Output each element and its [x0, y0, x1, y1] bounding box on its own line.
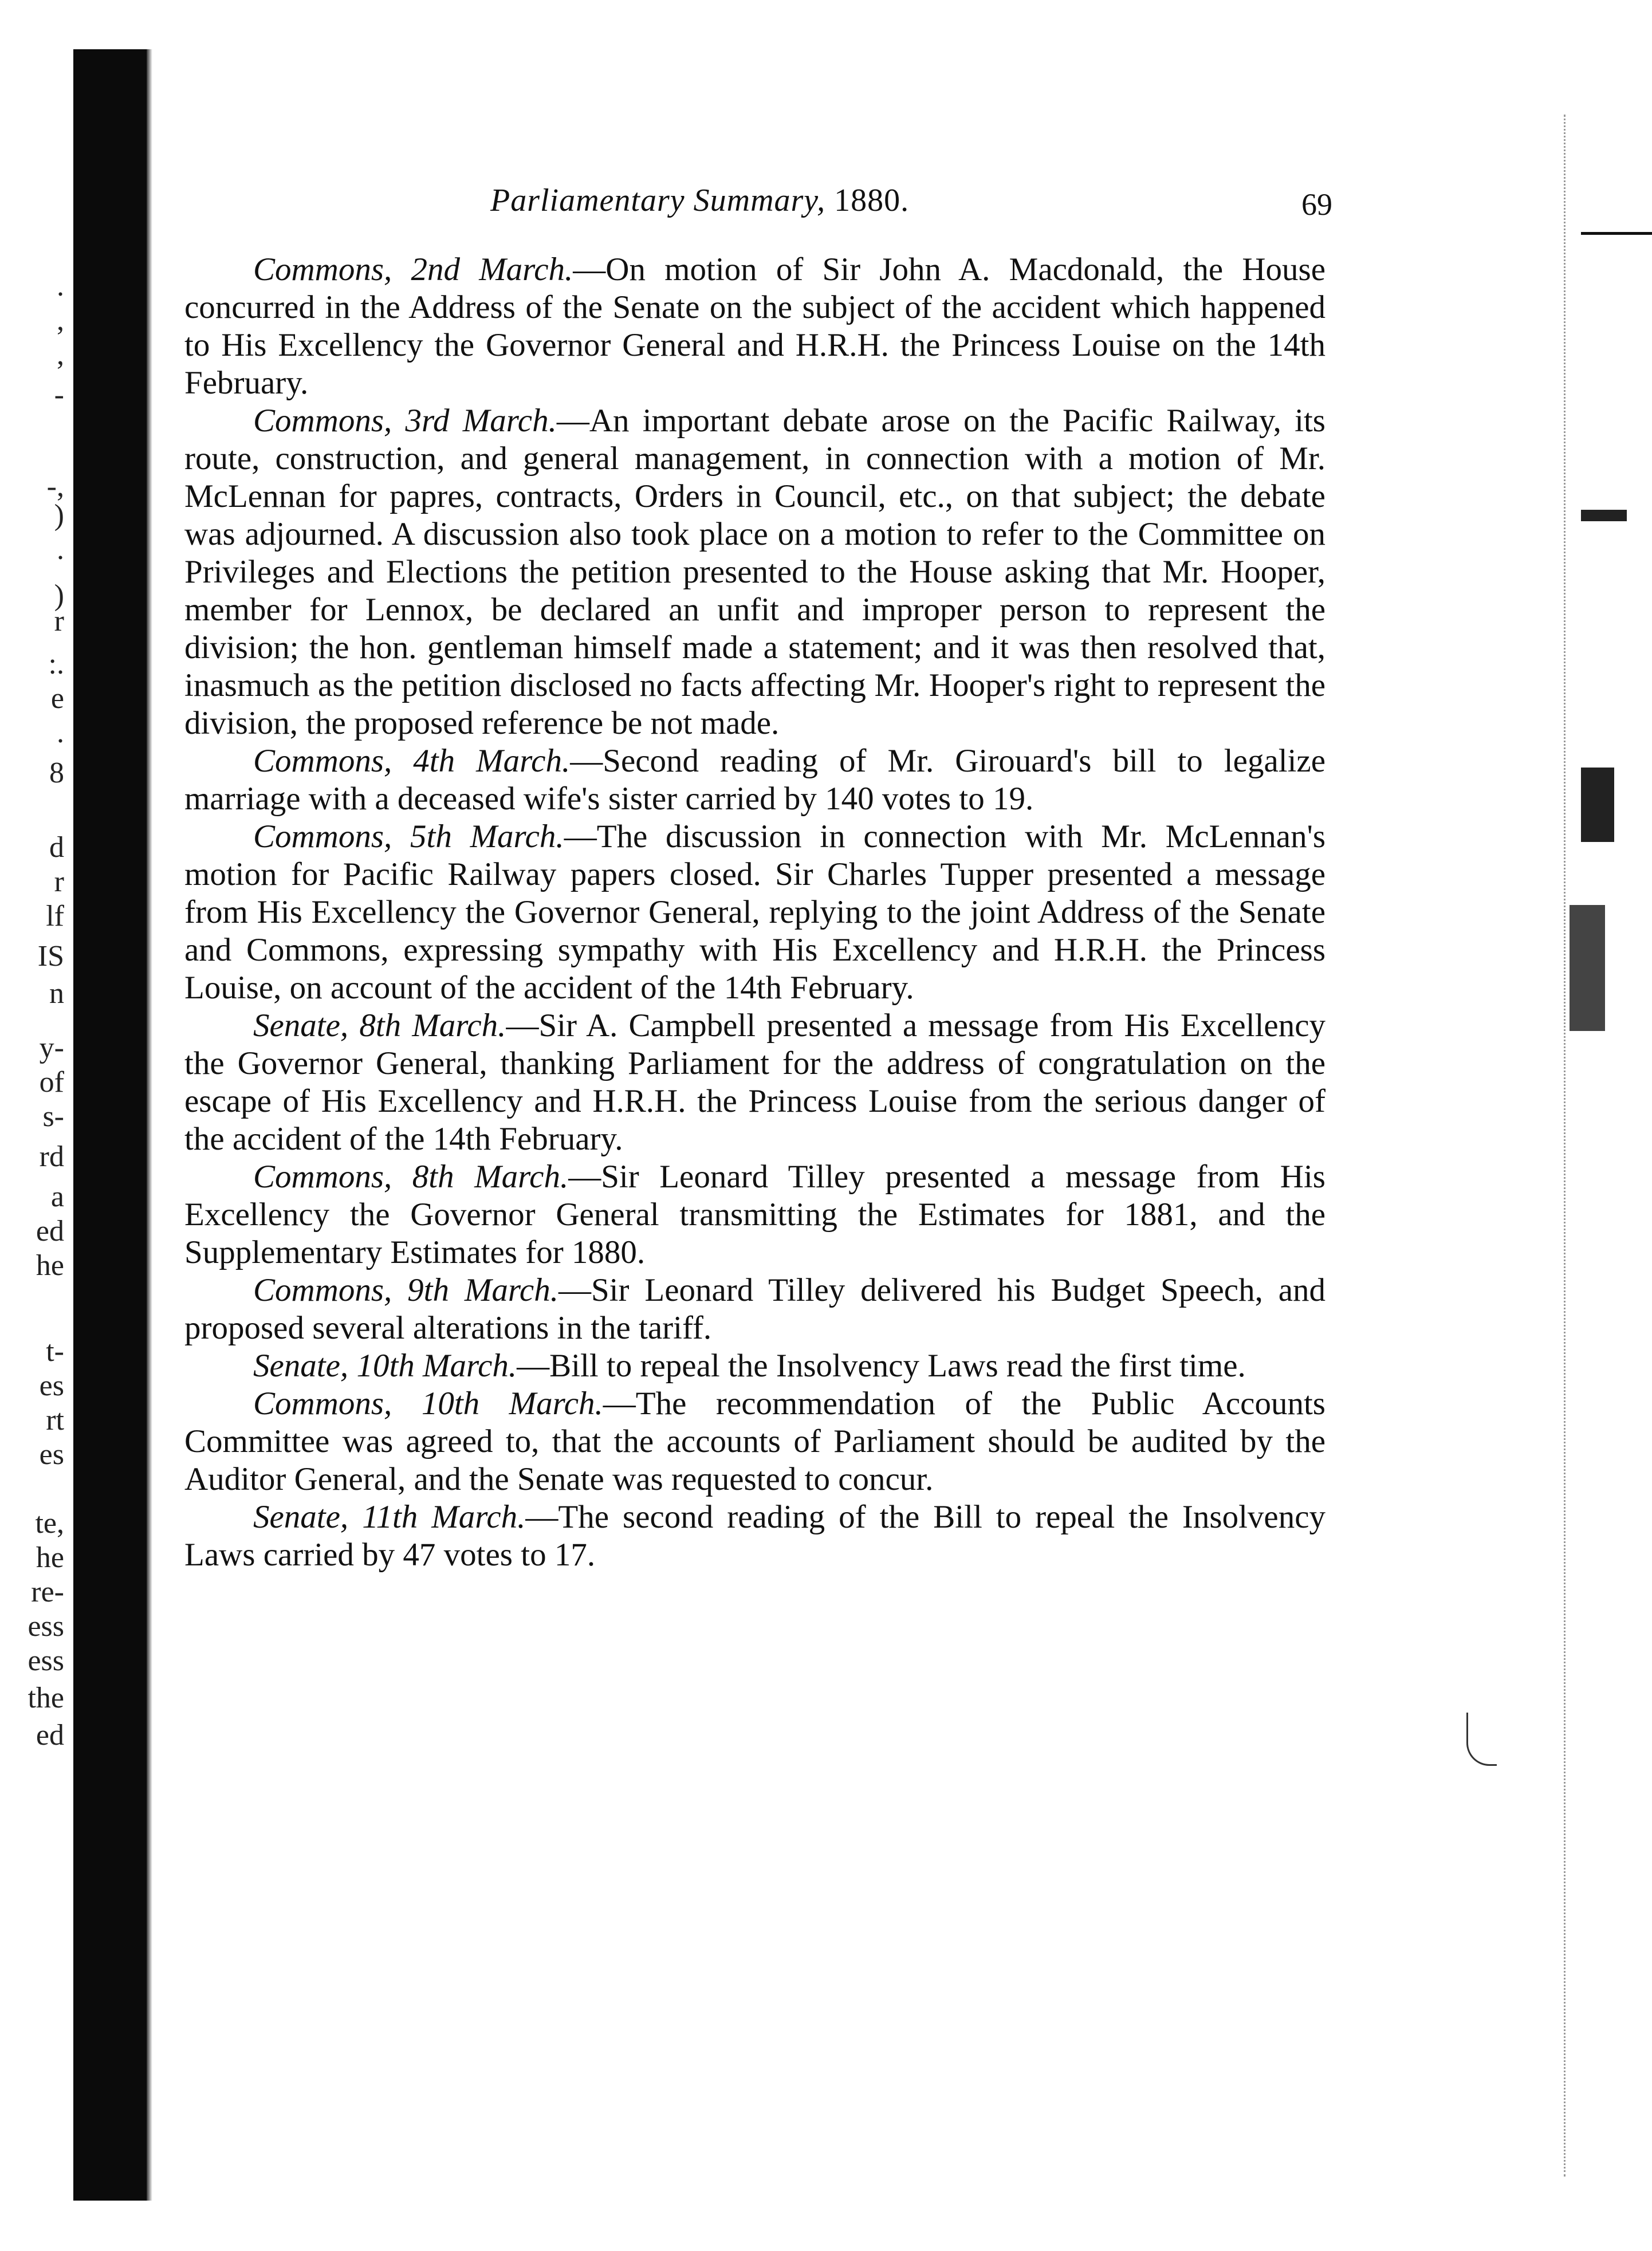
summary-entry	[184, 1385, 1325, 1498]
entry-date: 2nd March.	[411, 251, 573, 288]
bleed-fragment: he	[36, 1249, 64, 1282]
entry-date: 10th March.	[421, 1386, 603, 1422]
page-number: 69	[1301, 187, 1332, 222]
running-year: 1880.	[834, 183, 910, 218]
entry-house: Senate,	[253, 1348, 349, 1384]
entry-date: 3rd March.	[405, 403, 557, 439]
entry-text: —Bill to repeal the Insolvency Laws read the first time.	[517, 1348, 1246, 1384]
bleed-fragment: -	[54, 379, 64, 411]
summary-entry	[184, 1272, 1325, 1347]
entry-text: —Sir Leonard Tilley delivered his Budget Speech, and proposed several alterations in the tariff.	[184, 1272, 1326, 1346]
bleed-fragment: r	[54, 865, 64, 898]
scan-smudge	[1581, 768, 1614, 842]
page-edge	[1564, 115, 1571, 2177]
summary-entry	[184, 818, 1325, 1007]
bleed-fragment: ,	[57, 339, 64, 371]
running-title: Parliamentary Summary, 1880.	[490, 183, 910, 218]
scan-smudge	[1581, 510, 1627, 521]
entry-house: Commons,	[253, 1159, 392, 1195]
entry-date: 8th March.	[412, 1159, 569, 1195]
summary-entry	[184, 1347, 1325, 1385]
entry-date: 10th March.	[356, 1348, 517, 1384]
bleed-fragment: rt	[46, 1404, 64, 1437]
bleed-fragment: -,	[46, 470, 64, 503]
bleed-fragment: .	[57, 270, 64, 302]
entry-text: —Second reading of Mr. Girouard's bill to legalize marriage with a deceased wife's sister carried by 140 votes to 19.	[184, 743, 1326, 817]
entry-house: Commons,	[253, 743, 392, 779]
bleed-fragment: the	[27, 1682, 64, 1714]
entry-house: Commons,	[253, 251, 392, 288]
bleed-fragment: n	[49, 977, 64, 1010]
entry-date: 11th March.	[362, 1499, 526, 1535]
bleed-fragment: )	[54, 499, 64, 532]
entry-house: Commons,	[253, 1386, 392, 1422]
bleed-fragment: t-	[46, 1335, 64, 1368]
bleed-fragment: te,	[35, 1507, 64, 1540]
bleed-fragment: :.	[48, 648, 64, 680]
binding-edge	[147, 49, 152, 2201]
summary-entry	[184, 742, 1325, 818]
bleed-fragment: of	[39, 1066, 64, 1099]
bleed-fragment: es	[39, 1370, 64, 1402]
bleed-fragment: .	[57, 533, 64, 566]
summary-entry	[184, 402, 1325, 742]
summary-entry	[184, 1498, 1325, 1574]
entry-text: —The second reading of the Bill to repeal the Insolvency Laws carried by 47 votes to 17.	[184, 1499, 1326, 1573]
bleed-fragment: es	[39, 1438, 64, 1471]
bleed-fragment: a	[50, 1180, 64, 1213]
entry-date: 4th March.	[413, 743, 571, 779]
bleed-fragment: rd	[39, 1140, 64, 1173]
summary-entry	[184, 251, 1325, 402]
bleed-fragment: y-	[39, 1032, 64, 1064]
bleed-fragment: r	[54, 605, 64, 637]
entry-house: Commons,	[253, 818, 392, 855]
bleed-fragment: 8	[49, 757, 64, 789]
entry-date: 8th March.	[359, 1008, 506, 1044]
bleed-fragment: lf	[46, 900, 64, 932]
entry-date: 5th March.	[410, 818, 564, 855]
bleed-fragment: d	[49, 831, 64, 864]
summary-body	[184, 251, 1325, 1574]
bleed-fragment: ed	[36, 1215, 64, 1248]
bleed-fragment: IS	[37, 940, 64, 973]
summary-entry	[184, 1158, 1325, 1272]
entry-house: Commons,	[253, 1272, 392, 1308]
entry-text: —Sir Leonard Tilley presented a message from His Excellency the Governor General transmitting the Estimates for 1881, and the Supplementary Estimates for 1880.	[184, 1159, 1325, 1270]
entry-text: —The discussion in connection with Mr. McLennan's motion for Pacific Railway papers closed. Sir Charles Tupper presented a message from His Excellency the Governor General, replying to the joint Address of the Senate and Commons, expressing sympathy with His Excellency and H.R.H. the Princess Louise, on account of the accident of the 14th February.	[184, 818, 1326, 1006]
binding-shadow	[73, 49, 147, 2201]
edge-rule	[1581, 232, 1652, 235]
scan-smudge	[1570, 905, 1605, 1031]
bleed-fragment: re-	[31, 1576, 64, 1608]
entry-text: —On motion of Sir John A. Macdonald, the House concurred in the Address of the Senate on the subject of the accident which happened to His Excellency the Governor General and H.R.H. the Princess Louise on the 14th February.	[184, 251, 1325, 401]
bleed-fragment: )	[54, 579, 64, 612]
entry-house: Commons,	[253, 403, 392, 439]
entry-date: 9th March.	[407, 1272, 558, 1308]
bleed-fragment: ess	[27, 1644, 64, 1677]
facing-page-bleed	[0, 0, 69, 2251]
entry-text: —The recommendation of the Public Accounts Committee was agreed to, that the accounts of Parliament should be audited by the Auditor General, and the Senate was requested to concur.	[184, 1386, 1325, 1497]
bleed-fragment: he	[36, 1541, 64, 1574]
bleed-fragment: ,	[57, 304, 64, 337]
bleed-fragment: s-	[42, 1100, 64, 1133]
running-header	[490, 182, 1332, 228]
bleed-fragment: ess	[27, 1610, 64, 1643]
entry-house: Senate,	[253, 1008, 349, 1044]
bleed-fragment: e	[50, 682, 64, 715]
bleed-fragment: .	[57, 717, 64, 749]
entry-house: Senate,	[253, 1499, 349, 1535]
pencil-mark	[1466, 1713, 1497, 1766]
summary-entry	[184, 1007, 1325, 1158]
entry-text: —Sir A. Campbell presented a message from His Excellency the Governor General, thanking Parliament for the address of congratulation on the escape of His Excellency and H.R.H. the Princess Louise from the serious danger of the accident of the 14th February.	[184, 1008, 1326, 1157]
bleed-fragment: ed	[36, 1719, 64, 1752]
entry-text: —An important debate arose on the Pacific Railway, its route, construction, and general management, in connection with a motion of Mr. McLennan for papres, contracts, Orders in Council, etc., on that subject; the debate was adjourned. A discussion also took place on a motion to refer to the Committee on Privileges and Elections the petition presented to the House asking that Mr. Hooper, member for Lennox, be declared an unfit and improper person to represent the division; the hon. gentleman himself made a statement; and it was then resolved that, inasmuch as the petition disclosed no facts affecting Mr. Hooper's right to represent the division, the proposed reference be not made.	[184, 403, 1325, 741]
